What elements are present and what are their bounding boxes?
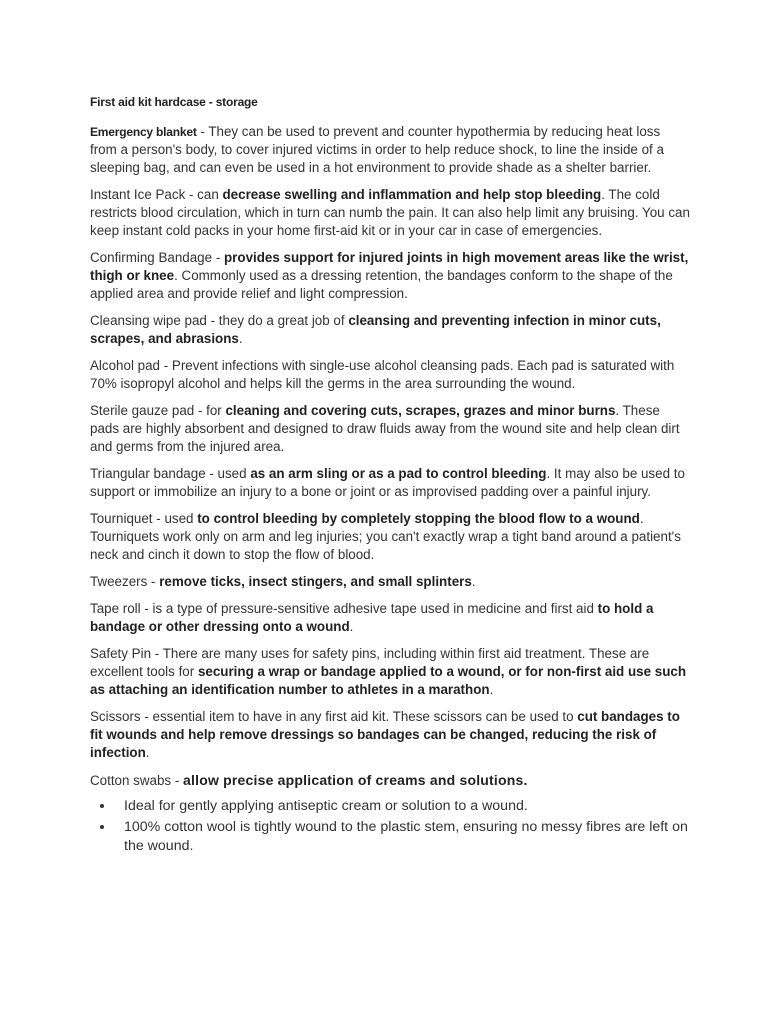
item-highlight: securing a wrap or bandage applied to a wound, or for non-first aid use such as attaching an identification number to athletes in a marathon	[90, 664, 687, 697]
item-term: Tourniquet	[90, 511, 153, 526]
item-tweezers	[90, 573, 690, 591]
item-term: Sterile gauze pad	[90, 403, 195, 418]
item-term: Cotton swabs	[90, 773, 172, 788]
item-text-after: . These pads are highly absorbent and designed to draw fluids away from the wound site and help clean dirt and germs from the injured area.	[90, 403, 680, 454]
item-text-after: . Commonly used as a dressing retention, the bandages conform to the shape of the applied area and provide relief and light compression.	[90, 268, 673, 301]
item-term: Emergency blanket	[90, 125, 197, 139]
item-confirming-bandage	[90, 249, 690, 303]
item-text-after: .	[349, 619, 354, 634]
item-text-after: .	[489, 682, 494, 697]
item-text: - can	[185, 187, 223, 202]
item-highlight: to control bleeding by completely stopping the blood flow to a wound	[197, 511, 640, 526]
item-text-after: . The cold restricts blood circulation, which in turn can numb the pain. It can also help limit any bruising. You can keep instant cold packs in your home first-aid kit or in your car in case of emergencies.	[90, 187, 690, 238]
item-text-after: .	[238, 331, 243, 346]
item-term: Safety Pin	[90, 646, 152, 661]
item-tape-roll	[90, 600, 690, 636]
item-highlight: provides support for injured joints in high movement areas like the wrist, thigh or knee	[90, 250, 689, 283]
item-text: - Prevent infections with single-use alcohol cleansing pads. Each pad is saturated with 70% isopropyl alcohol and helps kill the germs in the area surrounding the wound.	[90, 358, 675, 391]
item-highlight: remove ticks, insect stingers, and small splinters	[159, 574, 472, 589]
item-text: - essential item to have in any first aid kit. These scissors can be used to	[140, 709, 578, 724]
item-highlight: cut bandages to fit wounds and help remove dressings so bandages can be changed, reducing the risk of infection	[90, 709, 680, 760]
item-highlight: to hold a bandage or other dressing onto a wound	[90, 601, 654, 634]
item-term: Alcohol pad	[90, 358, 160, 373]
item-cotton-swabs	[90, 771, 690, 790]
item-text: -	[171, 773, 184, 788]
item-instant-ice-pack	[90, 186, 690, 240]
item-tourniquet	[90, 510, 690, 564]
document-page	[90, 93, 690, 858]
item-text: - used	[205, 466, 251, 481]
item-cleansing-wipe-pad	[90, 312, 690, 348]
bullet-item: • 100% cotton wool is tightly wound to the plastic stem, ensuring no messy fibres are left on the wound.	[115, 818, 690, 856]
item-highlight: decrease swelling and inflammation and help stop bleeding	[222, 187, 602, 202]
item-highlight: cleaning and covering cuts, scrapes, grazes and minor burns	[225, 403, 616, 418]
item-highlight: as an arm sling or as a pad to control bleeding	[250, 466, 547, 481]
item-text-after: . Tourniquets work only on arm and leg injuries; you can't exactly wrap a tight band around a patient's neck and cinch it down to stop the flow of blood.	[90, 511, 681, 562]
item-term: Cleansing wipe pad	[90, 313, 207, 328]
item-term: Tape roll	[90, 601, 141, 616]
item-highlight: cleansing and preventing infection in minor cuts, scrapes, and abrasions	[90, 313, 661, 346]
item-text: - for	[194, 403, 226, 418]
item-highlight: allow precise application of creams and solutions.	[183, 772, 528, 788]
item-text: - There are many uses for safety pins, including within first aid treatment. These are excellent tools for	[90, 646, 650, 679]
item-text: - they do a great job of	[206, 313, 349, 328]
cotton-swabs-bullet-list	[90, 797, 690, 856]
item-text-after: . It may also be used to support or immobilize an injury to a bone or joint or as improvised padding over a painful injury.	[90, 466, 685, 499]
item-term: Triangular bandage	[90, 466, 206, 481]
item-safety-pin	[90, 645, 690, 699]
item-scissors	[90, 708, 690, 762]
item-term: Confirming Bandage	[90, 250, 213, 265]
item-alcohol-pad	[90, 357, 690, 393]
item-sterile-gauze-pad	[90, 402, 690, 456]
item-term: Scissors	[90, 709, 141, 724]
item-text: - used	[152, 511, 198, 526]
item-text: - is a type of pressure-sensitive adhesive tape used in medicine and first aid	[140, 601, 598, 616]
item-text-after: .	[145, 745, 150, 760]
item-term: Instant Ice Pack	[90, 187, 186, 202]
item-text: -	[147, 574, 160, 589]
item-text: - They can be used to prevent and counter hypothermia by reducing heat loss from a person's body, to cover injured victims in order to help reduce shock, to line the inside of a sleeping bag, and can even be used in a hot environment to provide shade as a shelter barrier.	[90, 124, 664, 175]
item-emergency-blanket	[90, 123, 690, 177]
item-text: -	[212, 250, 224, 265]
document-title: First aid kit hardcase - storage	[90, 95, 258, 109]
item-text-after: .	[471, 574, 476, 589]
item-triangular-bandage	[90, 465, 690, 501]
item-term: Tweezers	[90, 574, 148, 589]
bullet-item: • Ideal for gently applying antiseptic cream or solution to a wound.	[115, 797, 690, 816]
